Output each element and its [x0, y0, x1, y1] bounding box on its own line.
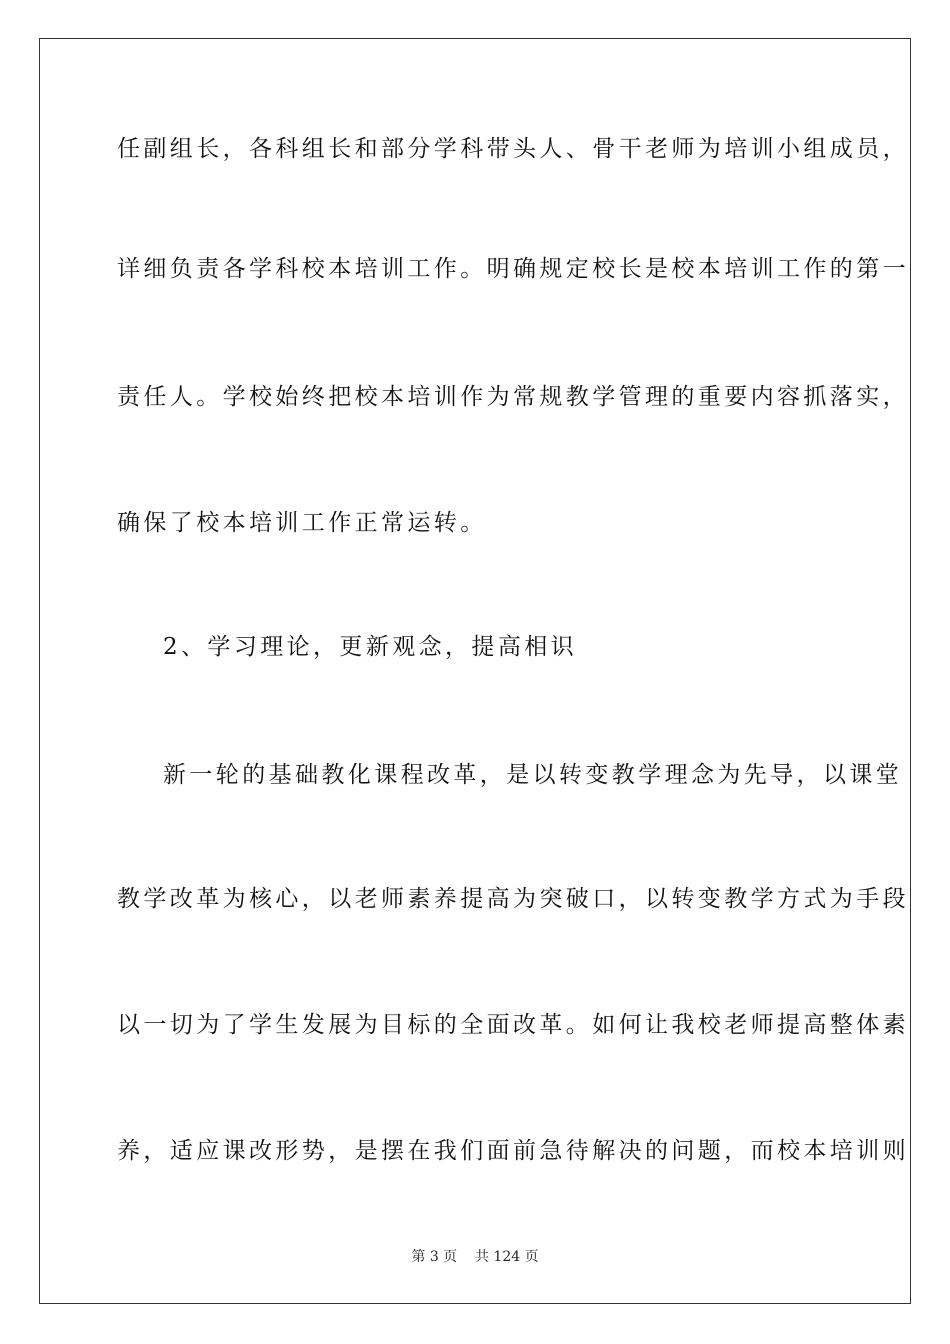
body-text-line-1: 任副组长，各科组长和部分学科带头人、骨干老师为培训小组成员， [117, 136, 909, 162]
page-number-footer: 第 3 页 共 124 页 [411, 1249, 539, 1265]
body-text-line-4: 确保了校本培训工作正常运转。 [117, 510, 487, 536]
body-text-line-3: 责任人。学校始终把校本培训作为常规教学管理的重要内容抓落实， [117, 384, 909, 410]
section-heading: 2、学习理论，更新观念，提高相识 [163, 634, 578, 660]
page-border [39, 38, 911, 1304]
body-text-line-8: 养，适应课改形势，是摆在我们面前急待解决的问题，而校本培训则 [117, 1138, 909, 1164]
body-text-line-6: 教学改革为核心，以老师素养提高为突破口，以转变教学方式为手段 [117, 886, 909, 912]
body-text-line-2: 详细负责各学科校本培训工作。明确规定校长是校本培训工作的第一 [117, 256, 909, 282]
body-text-line-7: 以一切为了学生发展为目标的全面改革。如何让我校老师提高整体素 [117, 1012, 909, 1038]
body-text-line-5: 新一轮的基础教化课程改革，是以转变教学理念为先导，以课堂 [163, 762, 903, 788]
